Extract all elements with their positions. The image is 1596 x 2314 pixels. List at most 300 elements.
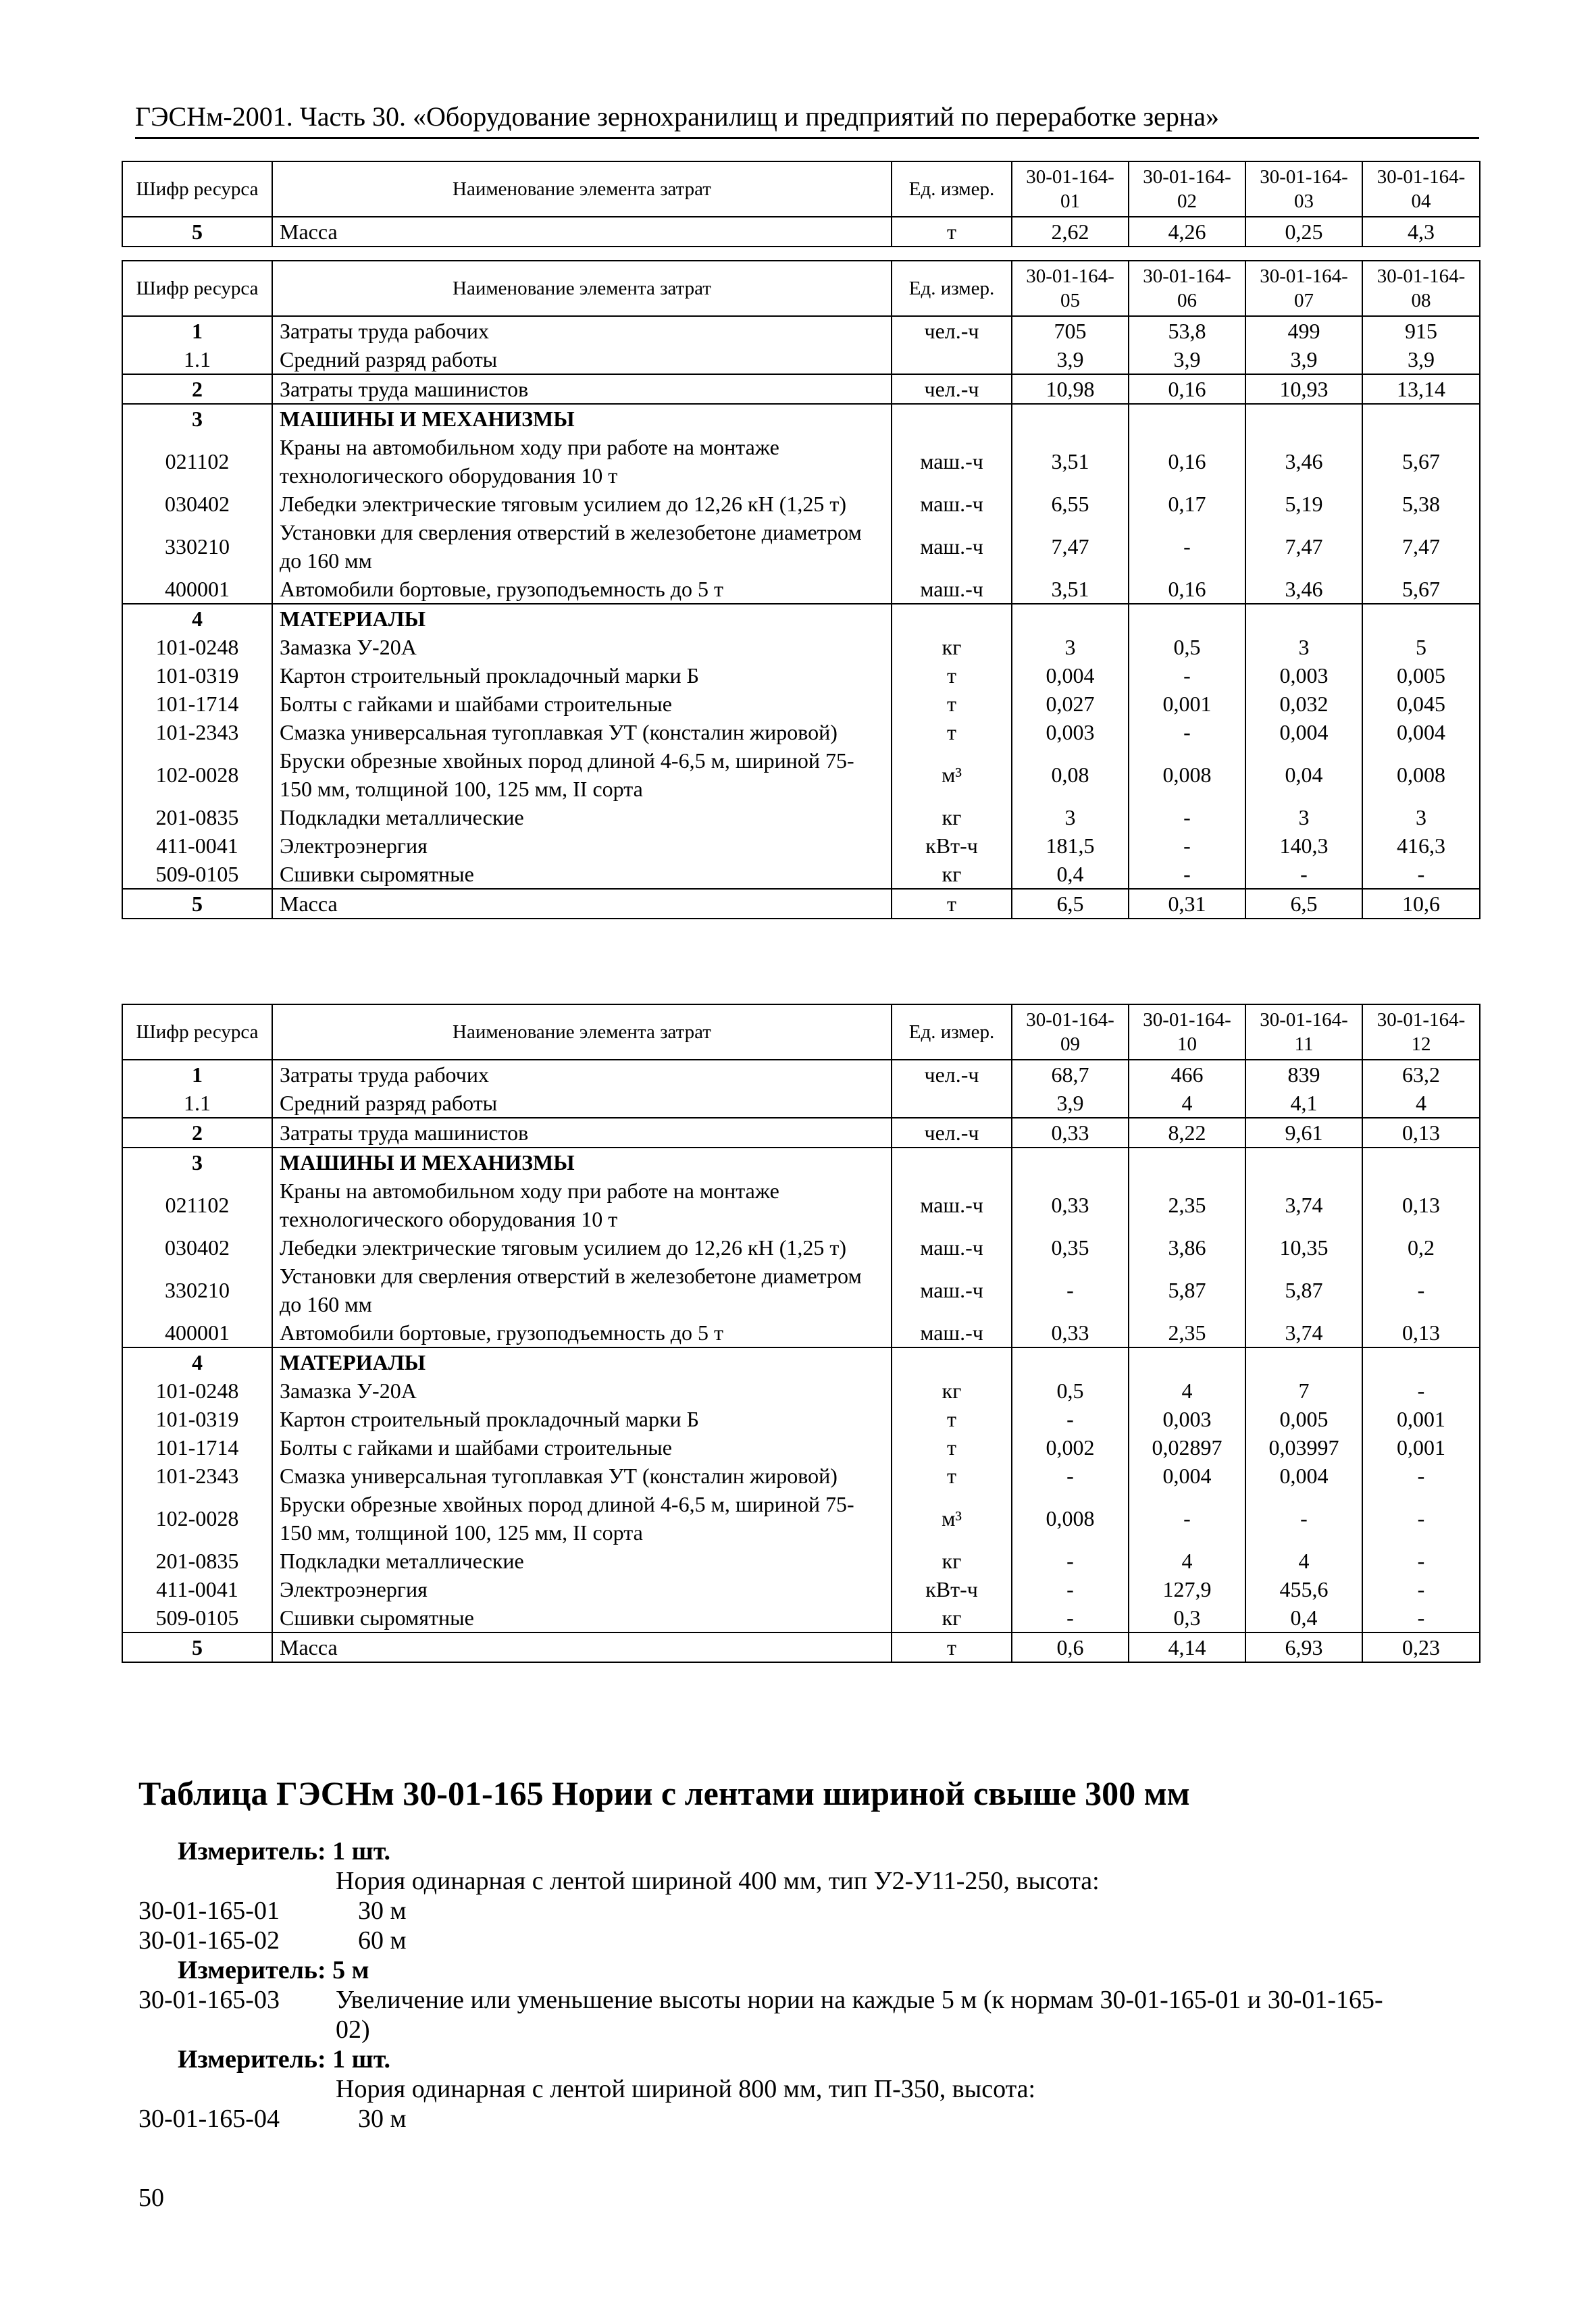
- resource-value: 8,22: [1129, 1118, 1245, 1148]
- resource-value: 0,04: [1245, 746, 1362, 803]
- resource-unit: маш.-ч: [892, 1262, 1012, 1318]
- resource-name: Масса: [272, 217, 892, 247]
- resource-value: 915: [1362, 316, 1480, 345]
- resource-value: -: [1362, 860, 1480, 889]
- resource-name: Замазка У-20А: [272, 1377, 892, 1405]
- resource-unit: чел.-ч: [892, 1118, 1012, 1148]
- resource-value: -: [1245, 1490, 1362, 1547]
- column-header-code: Шифр ресурса: [122, 261, 272, 316]
- resource-unit: т: [892, 217, 1012, 247]
- resource-code: 201-0835: [122, 1547, 272, 1575]
- resource-value: -: [1362, 1547, 1480, 1575]
- resource-value: 5,67: [1362, 575, 1480, 604]
- table-row: [122, 889, 1480, 919]
- resource-value: 3: [1012, 633, 1129, 661]
- resource-value: [1245, 604, 1362, 633]
- resource-code: 411-0041: [122, 1575, 272, 1603]
- resource-value: 5,38: [1362, 490, 1480, 518]
- resource-name: Смазка универсальная тугоплавкая УТ (консталин жировой): [272, 718, 892, 746]
- table-row: [122, 1377, 1480, 1405]
- resource-unit: маш.-ч: [892, 1177, 1012, 1233]
- resource-value: 0,33: [1012, 1118, 1129, 1148]
- resource-value: [1012, 1148, 1129, 1177]
- resource-code: 509-0105: [122, 1603, 272, 1632]
- resource-value: 3,9: [1129, 345, 1245, 374]
- resource-code: 5: [122, 1632, 272, 1662]
- resource-value: 0,001: [1362, 1433, 1480, 1462]
- resource-value: 6,55: [1012, 490, 1129, 518]
- resource-value: 455,6: [1245, 1575, 1362, 1603]
- resource-value: -: [1362, 1575, 1480, 1603]
- resource-name: Масса: [272, 889, 892, 919]
- norm-description: Нория одинарная с лентой шириной 800 мм, тип П-350, высота:: [336, 2075, 1036, 2103]
- resource-unit: кг: [892, 860, 1012, 889]
- resource-name: Бруски обрезные хвойных пород длиной 4-6,5 м, шириной 75-150 мм, толщиной 100, 125 мм, II сорта: [272, 746, 892, 803]
- resource-code: 4: [122, 604, 272, 633]
- resource-name: Затраты труда рабочих: [272, 1060, 892, 1089]
- table-row: [122, 1233, 1480, 1262]
- resource-value: 0,027: [1012, 690, 1129, 718]
- resource-value: 0,23: [1362, 1632, 1480, 1662]
- norm-code: 30-01-165-01: [138, 1897, 280, 1925]
- column-header-norm: 30-01-164-02: [1129, 161, 1245, 217]
- table-row: [122, 803, 1480, 831]
- resource-value: 2,35: [1129, 1177, 1245, 1233]
- resource-name: Сшивки сыромятные: [272, 860, 892, 889]
- resource-unit: чел.-ч: [892, 374, 1012, 404]
- resource-value: 5: [1362, 633, 1480, 661]
- resource-code: 2: [122, 374, 272, 404]
- column-header-name: Наименование элемента затрат: [272, 261, 892, 316]
- resource-value: 839: [1245, 1060, 1362, 1089]
- resource-value: 9,61: [1245, 1118, 1362, 1148]
- resource-name: Краны на автомобильном ходу при работе на монтаже технологического оборудования 10 т: [272, 433, 892, 490]
- resource-code: 101-0319: [122, 661, 272, 690]
- resource-name: Затраты труда машинистов: [272, 374, 892, 404]
- resource-name: Бруски обрезные хвойных пород длиной 4-6,5 м, шириной 75-150 мм, толщиной 100, 125 мм, II сорта: [272, 1490, 892, 1547]
- resource-value: -: [1012, 1603, 1129, 1632]
- resource-value: 499: [1245, 316, 1362, 345]
- resource-unit: [892, 404, 1012, 433]
- table-row: [122, 633, 1480, 661]
- resource-value: 0,004: [1012, 661, 1129, 690]
- resource-value: 0,001: [1362, 1405, 1480, 1433]
- resource-value: [1245, 404, 1362, 433]
- resource-unit: т: [892, 1462, 1012, 1490]
- resource-value: 5,87: [1245, 1262, 1362, 1318]
- column-header-norm: 30-01-164-03: [1245, 161, 1362, 217]
- resource-value: 0,4: [1012, 860, 1129, 889]
- resource-value: 3,51: [1012, 433, 1129, 490]
- resource-name: Установки для сверления отверстий в железобетоне диаметром до 160 мм: [272, 1262, 892, 1318]
- resource-value: 5,67: [1362, 433, 1480, 490]
- resource-value: 705: [1012, 316, 1129, 345]
- resource-code: 102-0028: [122, 746, 272, 803]
- resource-value: 0,5: [1012, 1377, 1129, 1405]
- resource-value: 68,7: [1012, 1060, 1129, 1089]
- resource-code: 021102: [122, 1177, 272, 1233]
- norm-text: 30 м: [358, 2105, 407, 2133]
- resource-value: 0,008: [1362, 746, 1480, 803]
- resource-value: 6,93: [1245, 1632, 1362, 1662]
- resource-unit: [892, 1089, 1012, 1118]
- column-header-code: Шифр ресурса: [122, 161, 272, 217]
- resource-value: 4: [1362, 1089, 1480, 1118]
- resource-value: -: [1129, 803, 1245, 831]
- resource-name: МАШИНЫ И МЕХАНИЗМЫ: [272, 1148, 892, 1177]
- resource-code: 101-1714: [122, 690, 272, 718]
- resource-value: -: [1012, 1262, 1129, 1318]
- resource-name: МАШИНЫ И МЕХАНИЗМЫ: [272, 404, 892, 433]
- resource-value: [1012, 604, 1129, 633]
- resource-value: 0,17: [1129, 490, 1245, 518]
- resource-unit: т: [892, 690, 1012, 718]
- column-header-norm: 30-01-164-08: [1362, 261, 1480, 316]
- header-divider: [135, 137, 1479, 139]
- column-header-unit: Ед. измер.: [892, 1004, 1012, 1060]
- table-row: [122, 1262, 1480, 1318]
- resource-value: 7: [1245, 1377, 1362, 1405]
- resource-value: 3,74: [1245, 1318, 1362, 1347]
- resource-value: -: [1129, 718, 1245, 746]
- resource-unit: [892, 604, 1012, 633]
- resource-value: [1012, 404, 1129, 433]
- table-row: [122, 374, 1480, 404]
- table-row: [122, 1118, 1480, 1148]
- resource-name: Электроэнергия: [272, 831, 892, 860]
- resource-unit: т: [892, 889, 1012, 919]
- resource-code: 2: [122, 1118, 272, 1148]
- table-row: [122, 518, 1480, 575]
- resource-unit: маш.-ч: [892, 575, 1012, 604]
- column-header-code: Шифр ресурса: [122, 1004, 272, 1060]
- resource-value: 4: [1129, 1377, 1245, 1405]
- resource-value: 3,46: [1245, 433, 1362, 490]
- table-row: [122, 1060, 1480, 1089]
- column-header-norm: 30-01-164-04: [1362, 161, 1480, 217]
- resource-name: Картон строительный прокладочный марки Б: [272, 1405, 892, 1433]
- resource-value: 3,9: [1362, 345, 1480, 374]
- norm-code: 30-01-165-03: [138, 1986, 280, 2014]
- resource-unit: маш.-ч: [892, 433, 1012, 490]
- resource-code: 411-0041: [122, 831, 272, 860]
- resource-value: 0,032: [1245, 690, 1362, 718]
- resource-name: Затраты труда рабочих: [272, 316, 892, 345]
- resource-unit: кг: [892, 633, 1012, 661]
- column-header-norm: 30-01-164-05: [1012, 261, 1129, 316]
- resource-value: 0,004: [1362, 718, 1480, 746]
- resource-value: 3,86: [1129, 1233, 1245, 1262]
- resource-code: 3: [122, 1148, 272, 1177]
- resource-value: 0,13: [1362, 1177, 1480, 1233]
- resource-unit: маш.-ч: [892, 490, 1012, 518]
- resource-value: 0,004: [1129, 1462, 1245, 1490]
- resource-value: 53,8: [1129, 316, 1245, 345]
- resource-unit: т: [892, 1433, 1012, 1462]
- resource-unit: кг: [892, 1603, 1012, 1632]
- column-header-norm: 30-01-164-10: [1129, 1004, 1245, 1060]
- resource-unit: м³: [892, 746, 1012, 803]
- section-title: Таблица ГЭСНм 30-01-165 Нории с лентами шириной свыше 300 мм: [138, 1774, 1190, 1812]
- resource-value: 63,2: [1362, 1060, 1480, 1089]
- resource-code: 330210: [122, 1262, 272, 1318]
- table-row: [122, 1433, 1480, 1462]
- resource-value: [1362, 604, 1480, 633]
- table-row: [122, 831, 1480, 860]
- resource-name: Подкладки металлические: [272, 803, 892, 831]
- resource-value: 0,008: [1012, 1490, 1129, 1547]
- table-row: [122, 1347, 1480, 1377]
- resource-value: [1362, 404, 1480, 433]
- resource-value: 0,13: [1362, 1318, 1480, 1347]
- resource-unit: маш.-ч: [892, 1233, 1012, 1262]
- resource-value: 466: [1129, 1060, 1245, 1089]
- resource-unit: т: [892, 1405, 1012, 1433]
- column-header-name: Наименование элемента затрат: [272, 1004, 892, 1060]
- resource-value: 10,6: [1362, 889, 1480, 919]
- table-row: [122, 1462, 1480, 1490]
- resource-name: Болты с гайками и шайбами строительные: [272, 690, 892, 718]
- resource-value: 10,35: [1245, 1233, 1362, 1262]
- resource-name: МАТЕРИАЛЫ: [272, 1347, 892, 1377]
- resource-name: Подкладки металлические: [272, 1547, 892, 1575]
- resource-value: 0,16: [1129, 433, 1245, 490]
- resource-value: 0,2: [1362, 1233, 1480, 1262]
- resource-value: 10,93: [1245, 374, 1362, 404]
- resource-value: 0,3: [1129, 1603, 1245, 1632]
- resource-unit: кВт-ч: [892, 1575, 1012, 1603]
- resource-value: 0,005: [1245, 1405, 1362, 1433]
- resource-value: -: [1362, 1462, 1480, 1490]
- resource-value: 2,62: [1012, 217, 1129, 247]
- resource-value: 0,03997: [1245, 1433, 1362, 1462]
- resource-code: 509-0105: [122, 860, 272, 889]
- resource-value: 3: [1245, 633, 1362, 661]
- table-row: [122, 1089, 1480, 1118]
- resource-value: 0,5: [1129, 633, 1245, 661]
- resource-unit: кг: [892, 1377, 1012, 1405]
- resource-value: 4,14: [1129, 1632, 1245, 1662]
- resource-value: -: [1362, 1262, 1480, 1318]
- resource-value: 0,003: [1012, 718, 1129, 746]
- resource-value: 7,47: [1012, 518, 1129, 575]
- column-header-norm: 30-01-164-12: [1362, 1004, 1480, 1060]
- resource-value: 0,003: [1129, 1405, 1245, 1433]
- resource-code: 5: [122, 889, 272, 919]
- resource-value: 13,14: [1362, 374, 1480, 404]
- norm-text: 30 м: [358, 1897, 407, 1925]
- resource-unit: [892, 1148, 1012, 1177]
- table-row: [122, 404, 1480, 433]
- resource-value: 0,005: [1362, 661, 1480, 690]
- resource-unit: кВт-ч: [892, 831, 1012, 860]
- resource-value: 0,16: [1129, 575, 1245, 604]
- resource-value: 3: [1245, 803, 1362, 831]
- resource-value: 7,47: [1245, 518, 1362, 575]
- resource-name: Лебедки электрические тяговым усилием до 12,26 кН (1,25 т): [272, 1233, 892, 1262]
- resource-value: 0,004: [1245, 1462, 1362, 1490]
- resource-name: Краны на автомобильном ходу при работе на монтаже технологического оборудования 10 т: [272, 1177, 892, 1233]
- resource-value: [1012, 1347, 1129, 1377]
- table-row: [122, 1177, 1480, 1233]
- meter-label: Измеритель: 1 шт.: [178, 2045, 391, 2074]
- resource-value: [1129, 1148, 1245, 1177]
- page-number: 50: [138, 2184, 164, 2212]
- resource-code: 101-0319: [122, 1405, 272, 1433]
- resource-value: [1129, 1347, 1245, 1377]
- resource-unit: т: [892, 718, 1012, 746]
- table-row: [122, 316, 1480, 345]
- resource-name: Средний разряд работы: [272, 1089, 892, 1118]
- table-row: [122, 1490, 1480, 1547]
- norm-code: 30-01-165-02: [138, 1926, 280, 1955]
- resource-code: 101-0248: [122, 633, 272, 661]
- table-row: [122, 1603, 1480, 1632]
- meter-label: Измеритель: 5 м: [178, 1956, 369, 1984]
- resource-table-164-09-12: [122, 1004, 1481, 1663]
- resource-value: -: [1129, 831, 1245, 860]
- resource-value: 0,31: [1129, 889, 1245, 919]
- resource-value: 0,25: [1245, 217, 1362, 247]
- resource-value: 6,5: [1012, 889, 1129, 919]
- resource-name: Болты с гайками и шайбами строительные: [272, 1433, 892, 1462]
- resource-unit: кг: [892, 803, 1012, 831]
- table-row: [122, 661, 1480, 690]
- resource-name: Замазка У-20А: [272, 633, 892, 661]
- resource-unit: кг: [892, 1547, 1012, 1575]
- norm-code: 30-01-165-04: [138, 2105, 280, 2133]
- norm-text: Увеличение или уменьшение высоты нории на каждые 5 м (к нормам 30-01-165-01 и 30-01-165-: [336, 1986, 1383, 2014]
- resource-value: 0,002: [1012, 1433, 1129, 1462]
- resource-value: 0,35: [1012, 1233, 1129, 1262]
- resource-name: Картон строительный прокладочный марки Б: [272, 661, 892, 690]
- resource-value: 0,02897: [1129, 1433, 1245, 1462]
- resource-value: 0,004: [1245, 718, 1362, 746]
- norm-text-continued: 02): [336, 2015, 370, 2044]
- resource-code: 1.1: [122, 345, 272, 374]
- resource-value: 5,19: [1245, 490, 1362, 518]
- resource-name: МАТЕРИАЛЫ: [272, 604, 892, 633]
- resource-name: Автомобили бортовые, грузоподъемность до 5 т: [272, 1318, 892, 1347]
- resource-code: 102-0028: [122, 1490, 272, 1547]
- resource-value: 7,47: [1362, 518, 1480, 575]
- resource-code: 5: [122, 217, 272, 247]
- resource-value: 0,13: [1362, 1118, 1480, 1148]
- resource-value: [1245, 1347, 1362, 1377]
- norm-description: Нория одинарная с лентой шириной 400 мм, тип У2-У11-250, высота:: [336, 1867, 1100, 1895]
- resource-value: 4,1: [1245, 1089, 1362, 1118]
- resource-value: 127,9: [1129, 1575, 1245, 1603]
- resource-value: [1362, 1347, 1480, 1377]
- table-row: [122, 433, 1480, 490]
- resource-code: 021102: [122, 433, 272, 490]
- resource-value: 3: [1362, 803, 1480, 831]
- resource-code: 400001: [122, 1318, 272, 1347]
- resource-code: 1.1: [122, 1089, 272, 1118]
- column-header-unit: Ед. измер.: [892, 161, 1012, 217]
- resource-code: 400001: [122, 575, 272, 604]
- column-header-norm: 30-01-164-09: [1012, 1004, 1129, 1060]
- resource-value: 4: [1245, 1547, 1362, 1575]
- resource-code: 330210: [122, 518, 272, 575]
- resource-code: 101-0248: [122, 1377, 272, 1405]
- resource-name: Сшивки сыромятные: [272, 1603, 892, 1632]
- resource-value: [1129, 404, 1245, 433]
- column-header-name: Наименование элемента затрат: [272, 161, 892, 217]
- resource-value: -: [1129, 1490, 1245, 1547]
- resource-value: 0,008: [1129, 746, 1245, 803]
- resource-value: 10,98: [1012, 374, 1129, 404]
- table-row: [122, 1575, 1480, 1603]
- table-row: [122, 345, 1480, 374]
- resource-value: -: [1362, 1377, 1480, 1405]
- resource-value: 0,003: [1245, 661, 1362, 690]
- table-row: [122, 1318, 1480, 1347]
- resource-name: Затраты труда машинистов: [272, 1118, 892, 1148]
- resource-value: 0,33: [1012, 1318, 1129, 1347]
- table-row: [122, 1547, 1480, 1575]
- column-header-unit: Ед. измер.: [892, 261, 1012, 316]
- resource-code: 030402: [122, 490, 272, 518]
- resource-unit: маш.-ч: [892, 1318, 1012, 1347]
- resource-value: 181,5: [1012, 831, 1129, 860]
- resource-code: 030402: [122, 1233, 272, 1262]
- norm-text: 60 м: [358, 1926, 407, 1955]
- table-row: [122, 718, 1480, 746]
- resource-value: 0,001: [1129, 690, 1245, 718]
- resource-value: 0,6: [1012, 1632, 1129, 1662]
- resource-value: 4,26: [1129, 217, 1245, 247]
- resource-unit: чел.-ч: [892, 1060, 1012, 1089]
- table-row: [122, 490, 1480, 518]
- table-row: [122, 604, 1480, 633]
- resource-unit: маш.-ч: [892, 518, 1012, 575]
- table-row: [122, 690, 1480, 718]
- table-row: [122, 746, 1480, 803]
- resource-value: 3,9: [1245, 345, 1362, 374]
- resource-value: 0,16: [1129, 374, 1245, 404]
- resource-value: -: [1362, 1603, 1480, 1632]
- resource-value: 3: [1012, 803, 1129, 831]
- resource-name: Автомобили бортовые, грузоподъемность до 5 т: [272, 575, 892, 604]
- column-header-norm: 30-01-164-06: [1129, 261, 1245, 316]
- resource-value: -: [1012, 1575, 1129, 1603]
- resource-name: Средний разряд работы: [272, 345, 892, 374]
- resource-name: Электроэнергия: [272, 1575, 892, 1603]
- column-header-norm: 30-01-164-11: [1245, 1004, 1362, 1060]
- resource-code: 1: [122, 316, 272, 345]
- resource-value: 3,51: [1012, 575, 1129, 604]
- resource-code: 101-2343: [122, 718, 272, 746]
- resource-value: -: [1362, 1490, 1480, 1547]
- resource-value: -: [1129, 661, 1245, 690]
- meter-label: Измеритель: 1 шт.: [178, 1837, 391, 1866]
- resource-unit: чел.-ч: [892, 316, 1012, 345]
- resource-value: 3,9: [1012, 345, 1129, 374]
- resource-value: 140,3: [1245, 831, 1362, 860]
- resource-value: -: [1012, 1405, 1129, 1433]
- resource-table-164-05-08: [122, 260, 1481, 919]
- resource-value: 3,9: [1012, 1089, 1129, 1118]
- resource-value: 4: [1129, 1547, 1245, 1575]
- resource-code: 101-1714: [122, 1433, 272, 1462]
- resource-code: 3: [122, 404, 272, 433]
- table-row: [122, 1148, 1480, 1177]
- table-row: [122, 217, 1480, 247]
- resource-unit: м³: [892, 1490, 1012, 1547]
- table-row: [122, 1632, 1480, 1662]
- resource-value: 416,3: [1362, 831, 1480, 860]
